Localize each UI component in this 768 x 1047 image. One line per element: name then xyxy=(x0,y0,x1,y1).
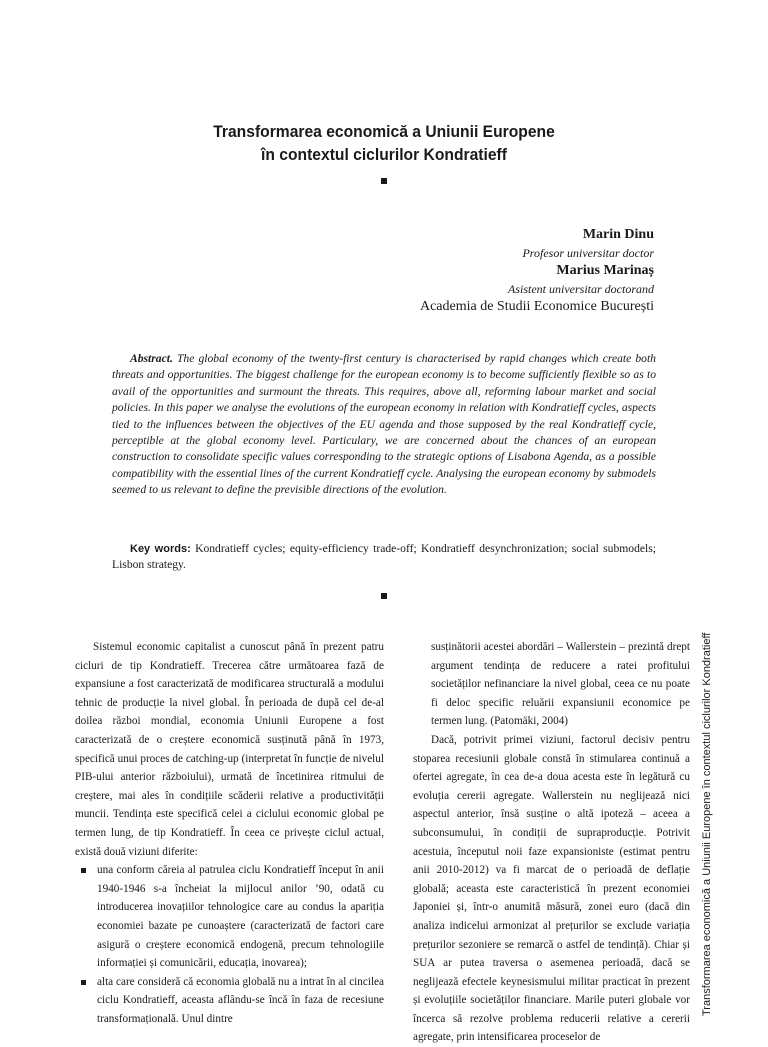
keywords-text: Kondratieff cycles; equity-efficiency trade-off; Kondratieff desynchronization; social submodels; Lisbon strategy. xyxy=(112,542,656,572)
body-column-right xyxy=(413,638,690,1047)
body-paragraph: Dacă, potrivit primei viziuni, factorul decisiv pentru stoparea recesiunii globale constă în stimularea continuă a ofertei agregate, în cea de-a doua acesta este în legătură cu evoluția cererii agregate. Wallerstein nu neglijează nici aspectul anterior, însă susține o altă ipoteză – aceea a subconsumului, în condiții de supraproducție. Potrivit acestuia, începutul noii faze expansioniste (estimat pentru anii 2010-2012) va fi marcat de o perioadă de deflație globală; aceasta este caracteristică în prezent economiei Japoniei și, într-o anumită măsură, zonei euro (dacă din analiza indicelui armonizat al prețurilor se exclude variația prețurilor sezoniere se remarcă o astfel de tendință). Chiar și SUA ar putea traversa o asemenea perioadă, dacă se neglijează efectele keynesismului militar practicat în prezent și evoluțiile societăților financiare. Marile puteri globale vor încerca să rezolve problema reducerii relative a cererii agregate, prin intensificarea proceselor de xyxy=(413,733,690,1044)
body-paragraph: Sistemul economic capitalist a cunoscut până în prezent patru cicluri de tip Kondratieff. Trecerea către următoarea fază de expansiune a fost caracterizată de modificarea structurală a modului tehnic de producție la nivel global. În perioada de după cel de-al doilea război mondial, economia Uniunii Europene a fost caracterizată de o creștere economică susținută până în 1973, specifică unui proces de catching-up (interpretat în funcție de nivelul PIB-ului anterior războiului), urmată de încetinirea ritmului de creștere, mai ales în condițiile scăderii relative a productivității muncii. Tendința este specifică celei a ciclului economic global pe termen lung, de tip Kondratieff. În ceea ce privește ciclul actual, există două viziuni diferite: xyxy=(75,641,384,858)
body-paragraph-continued: susținătorii acestei abordări – Wallerstein – prezintă drept argument tendința de reducere a ratei profitului societăților nefinanciare la nivel global, ceea ce nu poate fi deloc specific reluării expansiunii economice pe termen lung. (Patomäki, 2004) xyxy=(431,641,690,728)
title-line-1: Transformarea economică a Uniunii Europene xyxy=(213,122,555,141)
body-column-left xyxy=(75,638,384,1028)
author-block xyxy=(420,226,654,316)
section-separator-1 xyxy=(381,178,387,184)
abstract-text: The global economy of the twenty-first century is characterised by rapid changes which create both threats and opportunities. The biggest challenge for the european economy is to become sufficiently flexible so as to avail of the opportunities and surmount the threats. This requires, above all, reforming labour market and social policies. In this paper we analyse the evolutions of the european economy in relation with Kondratieff cycles, aspects tied to the influences between the objectives of the EU agenda and those supposed by the real Kondratieff cycle, perceptible at the global economy level. Particulary, we are concerned about the chances of an european construction to consolidate specific values corresponding to the strategic options of Lisabona Agenda, as a possible compatibility with the essential lines of the current Kondratieff cycle. Analysing the european economy by submodels seemed to us relevant to define the previsible directions of the evolution. xyxy=(112,352,656,497)
section-separator-2 xyxy=(381,593,387,599)
bullet-list xyxy=(75,861,384,1028)
title-line-2: în contextul ciclurilor Kondratieff xyxy=(261,145,507,164)
institution: Academia de Studii Economice București xyxy=(419,299,654,314)
author-name-1: Marin Dinu xyxy=(582,227,654,242)
abstract xyxy=(112,351,656,499)
author-role-1: Profesor universitar doctor xyxy=(522,246,654,260)
author-name-2: Marius Marinaș xyxy=(556,263,654,278)
author-role-2: Asistent universitar doctorand xyxy=(508,282,654,296)
paper-title xyxy=(31,120,738,166)
list-item: una conform căreia al patrulea ciclu Kondratieff început în anii 1940-1946 s-a încheiat la mijlocul anilor ’90, odată cu introducerea inovațiilor tehnologice care au condus la apariția economiei bazate pe cunoaștere (caracterizată de factori care asigură o creștere economică endogenă, precum tehnologiile informației și comunicării, educația, inovarea); xyxy=(75,861,384,973)
keywords xyxy=(112,541,656,574)
keywords-label: Key words: xyxy=(130,543,191,555)
abstract-label: Abstract. xyxy=(130,352,173,365)
list-item: alta care consideră că economia globală nu a intrat în al cincilea ciclu Kondratieff, aceasta aflându-se încă în faza de recesiune transformațională. Unul dintre xyxy=(75,973,384,1029)
running-head: Transformarea economică a Uniunii Europene în contextul ciclurilor Kondratieff xyxy=(701,632,713,1016)
